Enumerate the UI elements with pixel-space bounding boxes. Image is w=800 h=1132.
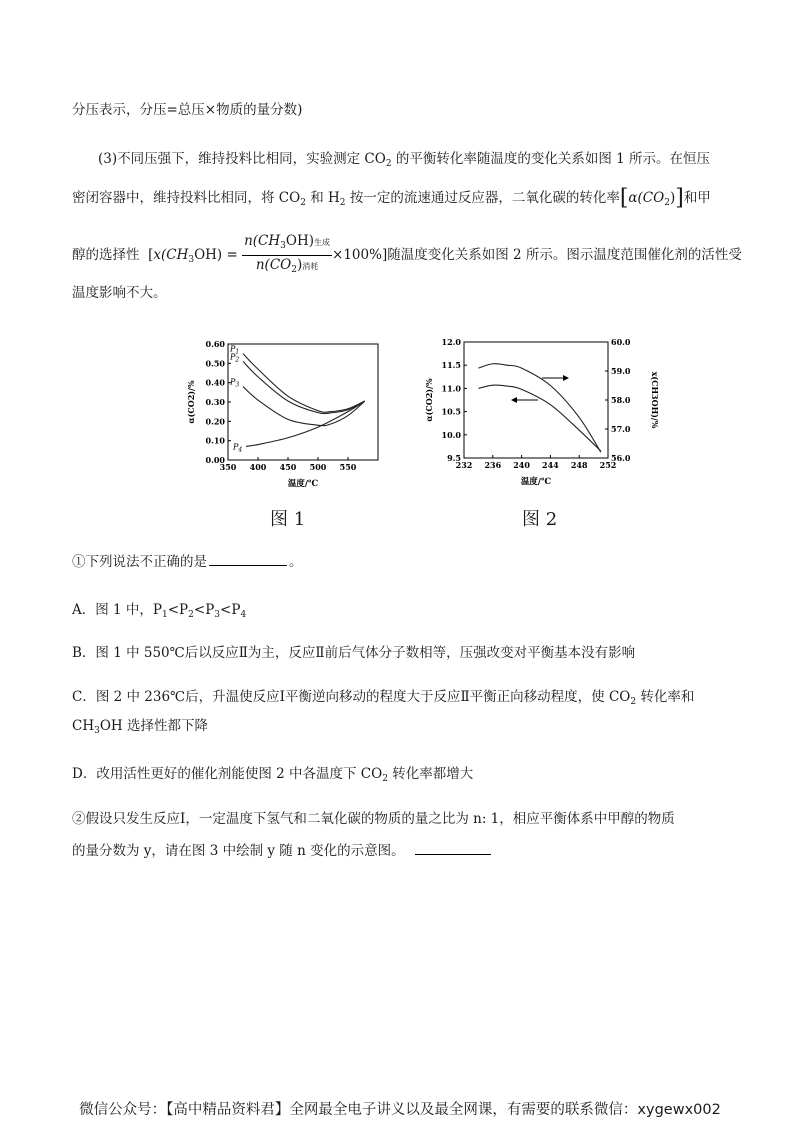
fig1-y-tick-label: 0.60: [205, 339, 225, 349]
fig2-y-tick-label: 12.0: [441, 337, 461, 347]
fig2-y-right-tick-label: 56.0: [611, 453, 631, 463]
fig1-y-axis-label: α(CO2)/%: [186, 380, 196, 424]
fig2-x-tick-label: 244: [542, 460, 559, 470]
fig2-x-tick-label: 236: [484, 460, 502, 470]
fig2-x-tick-label: 248: [570, 460, 588, 470]
option-c-line-2: $CH_3OH$ 选择性都下降: [72, 718, 208, 736]
sub-question-1: ①下列说法不正确的是 。: [72, 554, 303, 570]
option-b: B．图 1 中 550℃后以反应Ⅱ为主，反应Ⅱ前后气体分子数相等，压强改变对平衡基本没有影响: [72, 645, 636, 661]
fig1-series-line-P2: [243, 361, 365, 413]
sub-question-2-line-1: ②假设只发生反应I，一定温度下氢气和二氧化碳的物质的量之比为 n: 1，相应平衡体系中甲醇的物质: [72, 811, 675, 827]
answer-blank-2[interactable]: [415, 842, 491, 855]
sub-question-2-line-2: 的量分数为 y，请在图 3 中绘制 y 随 n 变化的示意图。: [72, 841, 491, 861]
fig1-x-tick-label: 450: [279, 462, 297, 472]
fig2-y-right-tick-label: 58.0: [611, 395, 631, 405]
answer-blank-1[interactable]: [209, 553, 287, 566]
fig1-y-tick-label: 0.20: [205, 416, 225, 427]
option-d: D．改用活性更好的催化剂能使图 2 中各温度下 $CO_2$ 转化率都增大: [72, 766, 474, 784]
fig2-x-tick-label: 252: [599, 460, 617, 470]
fig1-series-line-P1: [243, 354, 365, 413]
selectivity-fraction: $\frac{n(CH_3OH)生成}{n(CO_2)消耗}$: [244, 233, 331, 275]
text-line-1: 分压表示，分压=总压×物质的量分数): [72, 102, 303, 118]
fig2-y-tick-label: 10.0: [441, 429, 461, 440]
fig2-y-tick-label: 10.5: [441, 406, 461, 417]
text-line-3: 密闭容器中，维持投料比相同，将 $CO_2$ 和 $H_2$ 按一定的流速通过反应器，二氧化碳的转化率$[\alpha(CO_2)]$和甲: [72, 185, 711, 211]
selectivity-formula-line: 醇的选择性 [$x(CH_3OH)$ = $\frac{n(CH_3OH)生成}{n(CO_2)消耗}$ ×100%]随温度变化关系如图 2 所示。图示温度范围催化剂的活性受: [72, 232, 742, 279]
fig1-x-tick-label: 500: [309, 462, 327, 472]
fig2-y-tick-label: 11.5: [441, 360, 461, 371]
fig1-x-tick-label: 550: [339, 462, 357, 472]
text-line-5: 温度影响不大。: [72, 285, 167, 301]
fig1-series-line-P3: [243, 387, 365, 426]
fig2-y-axis-label: α(CO2)/%: [424, 378, 434, 422]
fig1-y-tick-label: 0.40: [205, 377, 225, 388]
fig2-series-line-left: [478, 385, 600, 451]
fig1-y-tick-label: 0.50: [205, 358, 225, 369]
figure-2-caption: 图 2: [522, 509, 558, 530]
fig1-x-tick-label: 400: [249, 462, 267, 472]
fig1-series-label-P4: $P_4$: [233, 442, 243, 454]
question-3-intro: (3)不同压强下，维持投料比相同，实验测定 $CO_2$ 的平衡转化率随温度的变化关系如图 1 所示。在恒压: [98, 151, 711, 169]
option-c-line-1: C．图 2 中 236℃后，升温使反应Ⅰ平衡逆向移动的程度大于反应Ⅱ平衡正向移动程度，使 $CO_2$ 转化率和: [72, 689, 695, 707]
figure-1-chart: [180, 330, 400, 490]
figure-2-chart: [420, 330, 660, 490]
fig2-x-tick-label: 240: [513, 460, 530, 470]
fig1-x-tick-label: 350: [219, 462, 237, 472]
fig2-y-right-axis-label: x(CH3OH)/%: [650, 371, 660, 429]
option-a: A．图 1 中，$P_1<P_2<P_3<P_4$: [72, 602, 247, 620]
footer-text: 微信公众号：【高中精品资料君】全网最全电子讲义以及最全网课，有需要的联系微信：xygewx002: [79, 1102, 721, 1118]
fig1-x-axis-label: 温度/℃: [287, 479, 319, 489]
fig2-y-tick-label: 9.5: [447, 453, 461, 463]
fig1-series-label-P3: $P_3$: [230, 377, 240, 389]
fig1-series-label-P1: $P_1$: [230, 344, 240, 356]
fig1-y-tick-label: 0.00: [205, 455, 225, 465]
fig2-x-axis-label: 温度/℃: [520, 477, 552, 487]
fig2-x-tick-label: 232: [455, 460, 473, 470]
fig1-y-tick-label: 0.10: [205, 435, 225, 446]
fig2-series-line-right: [478, 364, 600, 453]
fig2-y-right-tick-label: 57.0: [611, 424, 631, 434]
figure-1-caption: 图 1: [270, 509, 306, 530]
fig1-y-tick-label: 0.30: [205, 397, 225, 407]
fig2-y-right-tick-label: 60.0: [611, 337, 631, 347]
fig1-series-label-P2: $P_2$: [230, 352, 240, 364]
fig2-y-tick-label: 11.0: [441, 383, 461, 394]
fig2-y-right-tick-label: 59.0: [611, 366, 631, 376]
